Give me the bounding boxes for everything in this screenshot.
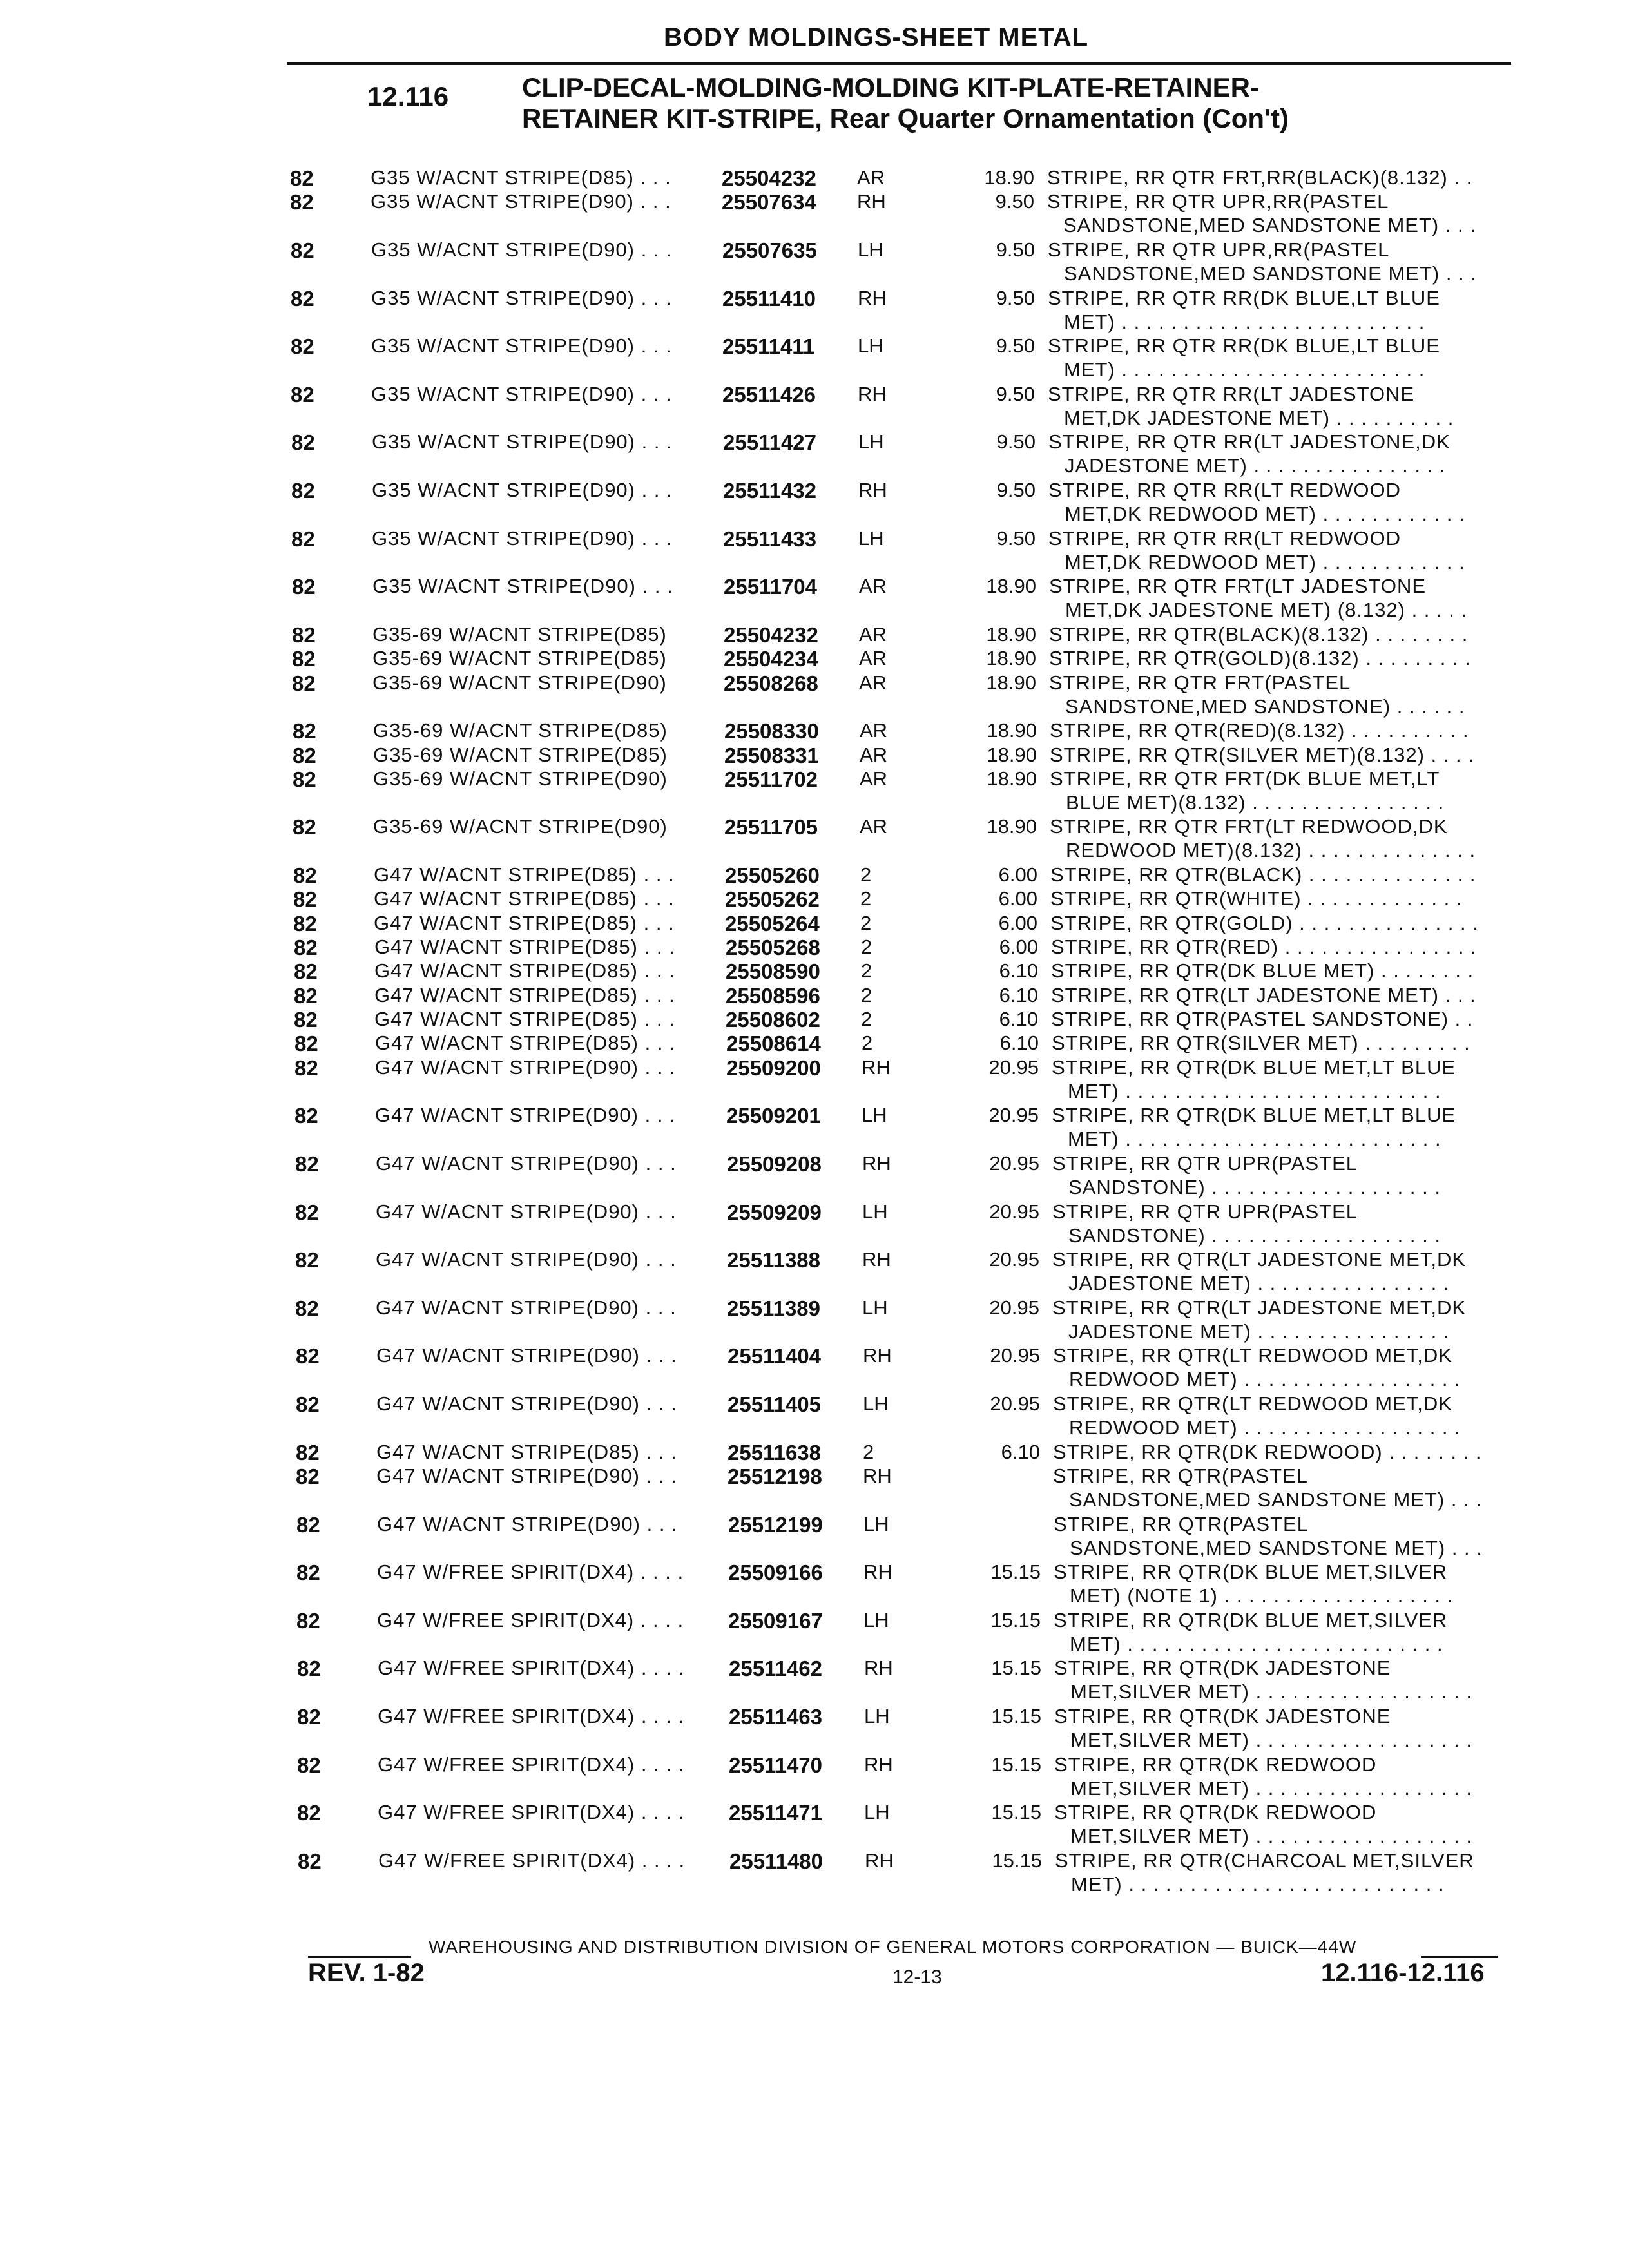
row-part-number: 25505262 — [725, 887, 820, 911]
header-rule — [287, 62, 1511, 65]
row-price: 9.50 — [995, 190, 1034, 213]
footer-rule-right — [1421, 1956, 1498, 1958]
row-description-continued: BLUE MET)(8.132) . . . . . . . . . . . . . . . . — [1066, 791, 1445, 814]
row-model: G47 W/ACNT STRIPE(D85) . . . — [374, 1008, 675, 1030]
row-price: 6.10 — [999, 959, 1038, 982]
row-price: 18.90 — [986, 647, 1036, 669]
row-quantity: LH — [858, 238, 883, 261]
footer-publisher: WAREHOUSING AND DISTRIBUTION DIVISION OF GENERAL MOTORS CORPORATION — BUICK—44W — [429, 1937, 1357, 1957]
row-price: 6.00 — [999, 936, 1038, 958]
row-model: G35-69 W/ACNT STRIPE(D90) — [373, 815, 668, 838]
row-quantity: RH — [862, 1248, 891, 1271]
row-description: STRIPE, RR QTR(SILVER MET)(8.132) . . . . — [1050, 744, 1474, 766]
row-description: STRIPE, RR QTR FRT(PASTEL — [1049, 671, 1351, 694]
row-price: 20.95 — [989, 1248, 1039, 1271]
row-price: 15.15 — [990, 1561, 1041, 1583]
row-price: 15.15 — [992, 1849, 1042, 1872]
row-price: 15.15 — [990, 1609, 1041, 1631]
row-part-number: 25505268 — [726, 936, 820, 959]
row-description: STRIPE, RR QTR(DK JADESTONE — [1054, 1657, 1391, 1679]
row-part-number: 25511411 — [722, 334, 815, 358]
row-description-continued: SANDSTONE,MED SANDSTONE MET) . . . — [1064, 262, 1477, 285]
row-part-number: 25511638 — [728, 1441, 822, 1465]
row-description-continued: MET) . . . . . . . . . . . . . . . . . . . . . . . . . . — [1068, 1128, 1441, 1150]
row-model: G35-69 W/ACNT STRIPE(D85) — [372, 647, 667, 669]
row-description-continued: JADESTONE MET) . . . . . . . . . . . . . . . . — [1068, 1320, 1450, 1343]
row-price: 6.10 — [1001, 1441, 1040, 1463]
row-model: G47 W/ACNT STRIPE(D85) . . . — [374, 936, 675, 958]
row-year: 82 — [293, 863, 317, 887]
row-description-continued: MET,DK REDWOOD MET) . . . . . . . . . . . . — [1065, 551, 1465, 573]
row-description: STRIPE, RR QTR(DK BLUE MET) . . . . . . . . — [1051, 959, 1474, 982]
row-description: STRIPE, RR QTR RR(LT REDWOOD — [1048, 527, 1401, 550]
row-description: STRIPE, RR QTR(DK REDWOOD — [1054, 1753, 1377, 1776]
row-part-number: 25508590 — [726, 959, 820, 983]
row-description-continued: MET) . . . . . . . . . . . . . . . . . . . . . . . . . — [1064, 311, 1425, 333]
row-description: STRIPE, RR QTR(BLACK)(8.132) . . . . . . . . — [1049, 623, 1469, 646]
footer-rule-left — [308, 1956, 411, 1958]
row-quantity: RH — [865, 1849, 894, 1872]
row-year: 82 — [290, 190, 314, 214]
row-price: 9.50 — [996, 287, 1035, 309]
row-price: 6.10 — [999, 1032, 1039, 1054]
row-part-number: 25511389 — [727, 1296, 821, 1320]
row-part-number: 25511432 — [723, 479, 817, 503]
row-part-number: 25511463 — [729, 1705, 823, 1729]
row-model: G47 W/ACNT STRIPE(D90) . . . — [375, 1104, 676, 1126]
row-description: STRIPE, RR QTR FRT(DK BLUE MET,LT — [1050, 767, 1440, 790]
row-quantity: RH — [863, 1465, 892, 1487]
row-quantity: AR — [857, 166, 885, 189]
row-description-continued: MET,DK JADESTONE MET) . . . . . . . . . . — [1064, 407, 1454, 429]
row-price: 6.10 — [999, 984, 1038, 1006]
row-quantity: 2 — [860, 912, 872, 934]
row-part-number: 25511470 — [729, 1753, 823, 1777]
row-part-number: 25505264 — [725, 912, 820, 936]
row-price: 18.90 — [986, 671, 1036, 694]
row-quantity: RH — [858, 383, 887, 405]
row-part-number: 25512198 — [728, 1465, 822, 1488]
row-year: 82 — [291, 430, 315, 454]
row-price: 6.00 — [998, 887, 1037, 910]
row-quantity: 2 — [861, 959, 872, 982]
row-description: STRIPE, RR QTR(PASTEL — [1053, 1465, 1308, 1487]
row-part-number: 25509208 — [727, 1152, 822, 1176]
row-price: 15.15 — [991, 1705, 1041, 1727]
row-description-continued: JADESTONE MET) . . . . . . . . . . . . . . . . — [1068, 1272, 1450, 1294]
row-description: STRIPE, RR QTR(WHITE) . . . . . . . . . . . . . — [1050, 887, 1463, 910]
row-part-number: 25508596 — [726, 984, 820, 1008]
row-model: G35 W/ACNT STRIPE(D90) . . . — [371, 190, 671, 213]
row-part-number: 25509200 — [726, 1056, 821, 1080]
row-price: 18.90 — [987, 815, 1037, 838]
row-year: 82 — [292, 575, 316, 599]
row-model: G47 W/ACNT STRIPE(D90) . . . — [376, 1200, 677, 1223]
row-quantity: RH — [862, 1152, 891, 1175]
row-model: G35 W/ACNT STRIPE(D90) . . . — [371, 238, 672, 261]
row-description: STRIPE, RR QTR(DK BLUE MET,SILVER — [1054, 1561, 1448, 1583]
row-description-continued: MET) . . . . . . . . . . . . . . . . . . . . . . . . . — [1064, 358, 1425, 381]
row-quantity: LH — [858, 527, 884, 550]
row-year: 82 — [297, 1753, 321, 1777]
row-price: 18.90 — [984, 166, 1034, 189]
row-description: STRIPE, RR QTR(DK BLUE MET,SILVER — [1054, 1609, 1448, 1631]
row-description: STRIPE, RR QTR FRT(LT REDWOOD,DK — [1050, 815, 1448, 838]
row-description: STRIPE, RR QTR RR(LT JADESTONE,DK — [1048, 430, 1451, 453]
row-part-number: 25508614 — [726, 1032, 821, 1055]
row-quantity: RH — [862, 1056, 891, 1079]
row-price: 15.15 — [991, 1801, 1041, 1823]
row-part-number: 25511462 — [729, 1657, 823, 1680]
row-description-continued: MET,SILVER MET) . . . . . . . . . . . . . . . . . . — [1070, 1825, 1473, 1847]
row-part-number: 25509209 — [727, 1200, 822, 1224]
page-number: 12-13 — [892, 1966, 942, 1988]
row-year: 82 — [294, 1032, 318, 1055]
row-price: 18.90 — [986, 575, 1036, 597]
row-model: G47 W/ACNT STRIPE(D90) . . . — [375, 1056, 676, 1079]
row-price: 20.95 — [990, 1344, 1040, 1367]
row-quantity: 2 — [861, 984, 872, 1006]
row-model: G47 W/ACNT STRIPE(D85) . . . — [376, 1441, 677, 1463]
row-model: G47 W/FREE SPIRIT(DX4) . . . . — [378, 1801, 685, 1823]
row-description: STRIPE, RR QTR(PASTEL SANDSTONE) . . — [1051, 1008, 1474, 1030]
row-price: 9.50 — [996, 334, 1035, 357]
row-part-number: 25505260 — [725, 863, 820, 887]
row-part-number: 25512199 — [728, 1513, 823, 1537]
section-title — [522, 72, 1289, 134]
row-year: 82 — [295, 1248, 319, 1272]
row-model: G47 W/ACNT STRIPE(D90) . . . — [376, 1248, 677, 1271]
row-description: STRIPE, RR QTR(GOLD)(8.132) . . . . . . . . . — [1049, 647, 1471, 669]
row-description: STRIPE, RR QTR UPR(PASTEL — [1052, 1200, 1358, 1223]
row-part-number: 25511426 — [722, 383, 816, 407]
row-description: STRIPE, RR QTR FRT(LT JADESTONE — [1049, 575, 1427, 597]
row-price: 6.00 — [998, 912, 1037, 934]
row-description: STRIPE, RR QTR UPR,RR(PASTEL — [1048, 238, 1390, 261]
row-quantity: LH — [862, 1104, 887, 1126]
row-description: STRIPE, RR QTR FRT,RR(BLACK)(8.132) . . — [1047, 166, 1473, 189]
row-description: STRIPE, RR QTR(DK REDWOOD) . . . . . . . . — [1053, 1441, 1482, 1463]
row-part-number: 25509201 — [726, 1104, 821, 1128]
row-description: STRIPE, RR QTR UPR,RR(PASTEL — [1047, 190, 1389, 213]
row-price: 18.90 — [986, 623, 1036, 646]
row-year: 82 — [297, 1657, 321, 1680]
row-description: STRIPE, RR QTR(DK JADESTONE — [1054, 1705, 1391, 1727]
row-description-continued: MET,DK JADESTONE MET) (8.132) . . . . . — [1065, 599, 1468, 621]
row-description-continued: MET,SILVER MET) . . . . . . . . . . . . . . . . . . — [1070, 1729, 1473, 1751]
row-year: 82 — [291, 334, 314, 358]
row-quantity: LH — [862, 1296, 888, 1319]
row-price: 9.50 — [996, 479, 1036, 501]
row-model: G47 W/FREE SPIRIT(DX4) . . . . — [378, 1849, 686, 1872]
row-year: 82 — [293, 912, 317, 936]
row-quantity: LH — [863, 1513, 889, 1535]
row-model: G35 W/ACNT STRIPE(D90) . . . — [371, 383, 672, 405]
row-model: G35 W/ACNT STRIPE(D90) . . . — [372, 430, 673, 453]
row-description-continued: MET,SILVER MET) . . . . . . . . . . . . . . . . . . — [1070, 1777, 1473, 1800]
row-year: 82 — [297, 1705, 321, 1729]
row-part-number: 25509166 — [728, 1561, 823, 1584]
row-description: STRIPE, RR QTR(LT JADESTONE MET) . . . — [1051, 984, 1476, 1006]
row-year: 82 — [293, 744, 316, 767]
row-year: 82 — [293, 767, 316, 791]
row-price: 9.50 — [996, 383, 1035, 405]
row-part-number: 25511471 — [729, 1801, 823, 1825]
row-description: STRIPE, RR QTR RR(LT REDWOOD — [1048, 479, 1401, 501]
row-part-number: 25508602 — [726, 1008, 820, 1032]
row-description: STRIPE, RR QTR RR(DK BLUE,LT BLUE — [1048, 334, 1440, 357]
row-description: STRIPE, RR QTR(GOLD) . . . . . . . . . . . . . . . — [1050, 912, 1479, 934]
row-quantity: AR — [860, 744, 888, 766]
row-quantity: RH — [864, 1657, 893, 1679]
row-description: STRIPE, RR QTR(DK BLUE MET,LT BLUE — [1052, 1104, 1456, 1126]
row-quantity: RH — [864, 1753, 893, 1776]
row-description: STRIPE, RR QTR(RED)(8.132) . . . . . . . . . . — [1050, 719, 1469, 742]
row-description: STRIPE, RR QTR(CHARCOAL MET,SILVER — [1055, 1849, 1474, 1872]
row-quantity: AR — [860, 767, 888, 790]
row-quantity: RH — [858, 287, 887, 309]
row-description-continued: REDWOOD MET) . . . . . . . . . . . . . . . . . . — [1069, 1368, 1461, 1390]
row-model: G47 W/ACNT STRIPE(D85) . . . — [374, 863, 675, 886]
row-part-number: 25511388 — [727, 1248, 821, 1272]
row-model: G47 W/FREE SPIRIT(DX4) . . . . — [377, 1609, 684, 1631]
row-part-number: 25504232 — [724, 623, 818, 647]
row-description-continued: SANDSTONE) . . . . . . . . . . . . . . . . . . . — [1068, 1176, 1441, 1198]
row-year: 82 — [296, 1344, 320, 1368]
row-year: 82 — [296, 1392, 320, 1416]
row-model: G47 W/ACNT STRIPE(D85) . . . — [374, 912, 675, 934]
row-description: STRIPE, RR QTR(PASTEL — [1054, 1513, 1309, 1535]
row-price: 9.50 — [996, 527, 1036, 550]
row-description-continued: MET,SILVER MET) . . . . . . . . . . . . . . . . . . — [1070, 1680, 1473, 1703]
row-quantity: LH — [863, 1609, 889, 1631]
row-quantity: RH — [858, 479, 887, 501]
row-price: 6.00 — [998, 863, 1037, 886]
row-year: 82 — [296, 1513, 320, 1537]
row-quantity: AR — [860, 815, 888, 838]
row-part-number: 25511404 — [728, 1344, 822, 1368]
row-price: 20.95 — [989, 1200, 1039, 1223]
row-description-continued: SANDSTONE) . . . . . . . . . . . . . . . . . . . — [1068, 1224, 1441, 1247]
row-quantity: 2 — [861, 1008, 872, 1030]
row-price: 15.15 — [991, 1657, 1041, 1679]
row-model: G35 W/ACNT STRIPE(D90) . . . — [372, 575, 673, 597]
row-quantity: LH — [862, 1200, 888, 1223]
row-description-continued: JADESTONE MET) . . . . . . . . . . . . . . . . — [1065, 454, 1446, 477]
row-part-number: 25508268 — [724, 671, 818, 695]
row-description-continued: MET) . . . . . . . . . . . . . . . . . . . . . . . . . . — [1068, 1080, 1441, 1102]
row-description: STRIPE, RR QTR(LT REDWOOD MET,DK — [1053, 1392, 1452, 1415]
row-year: 82 — [298, 1849, 322, 1873]
row-model: G35-69 W/ACNT STRIPE(D85) — [373, 744, 668, 766]
row-year: 82 — [290, 166, 314, 190]
row-quantity: RH — [863, 1561, 892, 1583]
row-part-number: 25507635 — [722, 238, 817, 262]
row-part-number: 25511405 — [728, 1392, 822, 1416]
row-model: G35 W/ACNT STRIPE(D90) . . . — [372, 527, 673, 550]
row-part-number: 25504234 — [724, 647, 818, 671]
row-year: 82 — [291, 479, 315, 503]
row-description: STRIPE, RR QTR(LT REDWOOD MET,DK — [1053, 1344, 1452, 1367]
row-description: STRIPE, RR QTR(DK BLUE MET,LT BLUE — [1052, 1056, 1456, 1079]
revision-label: REV. 1-82 — [308, 1959, 425, 1987]
row-part-number: 25508331 — [724, 744, 819, 767]
row-model: G35 W/ACNT STRIPE(D90) . . . — [372, 479, 673, 501]
row-description: STRIPE, RR QTR(DK REDWOOD — [1054, 1801, 1377, 1823]
row-description: STRIPE, RR QTR RR(DK BLUE,LT BLUE — [1048, 287, 1440, 309]
row-model: G47 W/ACNT STRIPE(D90) . . . — [376, 1296, 677, 1319]
row-model: G47 W/ACNT STRIPE(D85) . . . — [375, 1032, 676, 1054]
section-header: BODY MOLDINGS-SHEET METAL — [664, 23, 1089, 52]
row-year: 82 — [294, 936, 318, 959]
row-description-continued: MET,DK REDWOOD MET) . . . . . . . . . . . . — [1065, 503, 1465, 525]
row-description-continued: MET) (NOTE 1) . . . . . . . . . . . . . . . . . . . — [1070, 1584, 1454, 1607]
row-price: 20.95 — [988, 1104, 1039, 1126]
row-model: G47 W/ACNT STRIPE(D85) . . . — [374, 959, 675, 982]
row-year: 82 — [294, 959, 318, 983]
row-year: 82 — [292, 647, 316, 671]
section-title-line-2: RETAINER KIT-STRIPE, Rear Quarter Ornamentation (Con't) — [522, 103, 1289, 133]
row-quantity: LH — [858, 334, 883, 357]
row-year: 82 — [294, 1056, 318, 1080]
row-model: G47 W/FREE SPIRIT(DX4) . . . . — [378, 1753, 685, 1776]
row-model: G35 W/ACNT STRIPE(D90) . . . — [371, 287, 672, 309]
row-model: G47 W/ACNT STRIPE(D90) . . . — [377, 1513, 678, 1535]
row-quantity: RH — [857, 190, 886, 213]
row-year: 82 — [295, 1152, 319, 1176]
row-quantity: LH — [864, 1801, 890, 1823]
section-number: 12.116 — [367, 81, 449, 111]
row-part-number: 25511704 — [724, 575, 818, 599]
row-year: 82 — [296, 1441, 320, 1465]
row-price: 20.95 — [990, 1392, 1040, 1415]
row-year: 82 — [292, 671, 316, 695]
row-year: 82 — [292, 623, 316, 647]
row-price: 20.95 — [989, 1296, 1039, 1319]
row-quantity: RH — [863, 1344, 892, 1367]
row-part-number: 25511410 — [722, 287, 816, 311]
row-price: 18.90 — [987, 767, 1037, 790]
row-model: G47 W/FREE SPIRIT(DX4) . . . . — [378, 1705, 685, 1727]
row-year: 82 — [295, 1200, 319, 1224]
row-year: 82 — [291, 287, 314, 311]
row-price: 20.95 — [988, 1056, 1039, 1079]
row-description: STRIPE, RR QTR(LT JADESTONE MET,DK — [1052, 1248, 1467, 1271]
row-part-number: 25511427 — [723, 430, 817, 454]
row-part-number: 25504232 — [722, 166, 816, 190]
row-quantity: LH — [858, 430, 884, 453]
row-model: G35 W/ACNT STRIPE(D85) . . . — [371, 166, 671, 189]
row-price: 20.95 — [989, 1152, 1039, 1175]
row-quantity: 2 — [861, 936, 872, 958]
row-description-continued: SANDSTONE,MED SANDSTONE) . . . . . . — [1065, 695, 1465, 718]
row-year: 82 — [293, 815, 316, 839]
row-model: G47 W/FREE SPIRIT(DX4) . . . . — [378, 1657, 685, 1679]
row-price: 15.15 — [991, 1753, 1041, 1776]
row-description-continued: MET) . . . . . . . . . . . . . . . . . . . . . . . . . . — [1071, 1873, 1445, 1896]
row-year: 82 — [293, 719, 316, 743]
row-description: STRIPE, RR QTR UPR(PASTEL — [1052, 1152, 1358, 1175]
row-description-continued: SANDSTONE,MED SANDSTONE MET) . . . — [1069, 1488, 1482, 1511]
row-quantity: 2 — [860, 863, 872, 886]
row-description-continued: REDWOOD MET)(8.132) . . . . . . . . . . . . . . — [1066, 839, 1476, 861]
row-part-number: 25511705 — [724, 815, 818, 839]
row-model: G35 W/ACNT STRIPE(D90) . . . — [371, 334, 672, 357]
row-quantity: AR — [859, 647, 887, 669]
row-year: 82 — [295, 1296, 319, 1320]
row-quantity: 2 — [863, 1441, 874, 1463]
row-description-continued: SANDSTONE,MED SANDSTONE MET) . . . — [1070, 1537, 1483, 1559]
row-year: 82 — [291, 383, 314, 407]
row-model: G47 W/ACNT STRIPE(D85) . . . — [374, 887, 675, 910]
row-year: 82 — [294, 984, 318, 1008]
row-model: G47 W/ACNT STRIPE(D85) . . . — [374, 984, 675, 1006]
row-description: STRIPE, RR QTR RR(LT JADESTONE — [1048, 383, 1415, 405]
row-part-number: 25509167 — [728, 1609, 823, 1633]
row-quantity: LH — [864, 1705, 890, 1727]
row-price: 18.90 — [987, 719, 1037, 742]
row-year: 82 — [294, 1008, 318, 1032]
row-model: G35-69 W/ACNT STRIPE(D85) — [373, 719, 668, 742]
section-title-line-1: CLIP-DECAL-MOLDING-MOLDING KIT-PLATE-RETAINER- — [522, 72, 1259, 102]
row-part-number: 25511480 — [729, 1849, 824, 1873]
row-part-number: 25511433 — [723, 527, 817, 551]
row-quantity: 2 — [862, 1032, 873, 1054]
row-quantity: 2 — [860, 887, 872, 910]
row-year: 82 — [296, 1609, 320, 1633]
row-description: STRIPE, RR QTR(LT JADESTONE MET,DK — [1052, 1296, 1467, 1319]
row-quantity: AR — [859, 623, 887, 646]
row-year: 82 — [296, 1465, 320, 1488]
row-part-number: 25511702 — [724, 767, 818, 791]
row-quantity: AR — [860, 719, 888, 742]
row-price: 9.50 — [996, 238, 1035, 261]
row-year: 82 — [297, 1801, 321, 1825]
row-part-number: 25508330 — [724, 719, 819, 743]
row-quantity: AR — [859, 671, 887, 694]
row-year: 82 — [293, 887, 317, 911]
row-quantity: AR — [859, 575, 887, 597]
row-part-number: 25507634 — [722, 190, 816, 214]
row-model: G47 W/ACNT STRIPE(D90) . . . — [376, 1344, 677, 1367]
row-year: 82 — [294, 1104, 318, 1128]
row-model: G47 W/ACNT STRIPE(D90) . . . — [376, 1152, 677, 1175]
row-year: 82 — [296, 1561, 320, 1584]
row-model: G35-69 W/ACNT STRIPE(D90) — [372, 671, 667, 694]
row-description: STRIPE, RR QTR(SILVER MET) . . . . . . . . . — [1052, 1032, 1470, 1054]
row-model: G47 W/ACNT STRIPE(D90) . . . — [376, 1392, 677, 1415]
row-price: 6.10 — [999, 1008, 1038, 1030]
row-description-continued: REDWOOD MET) . . . . . . . . . . . . . . . . . . — [1069, 1416, 1461, 1439]
row-model: G35-69 W/ACNT STRIPE(D90) — [373, 767, 668, 790]
row-description: STRIPE, RR QTR(BLACK) . . . . . . . . . . . . . . — [1050, 863, 1476, 886]
row-price: 9.50 — [996, 430, 1036, 453]
row-price: 18.90 — [987, 744, 1037, 766]
row-description-continued: SANDSTONE,MED SANDSTONE MET) . . . — [1063, 214, 1476, 236]
row-model: G35-69 W/ACNT STRIPE(D85) — [372, 623, 667, 646]
row-description: STRIPE, RR QTR(RED) . . . . . . . . . . . . . . . . — [1051, 936, 1477, 958]
row-model: G47 W/ACNT STRIPE(D90) . . . — [376, 1465, 677, 1487]
row-model: G47 W/FREE SPIRIT(DX4) . . . . — [377, 1561, 684, 1583]
section-range: 12.116-12.116 — [1321, 1959, 1485, 1987]
row-year: 82 — [291, 527, 315, 551]
row-description-continued: MET) . . . . . . . . . . . . . . . . . . . . . . . . . . — [1070, 1633, 1443, 1655]
row-quantity: LH — [863, 1392, 889, 1415]
row-year: 82 — [291, 238, 314, 262]
